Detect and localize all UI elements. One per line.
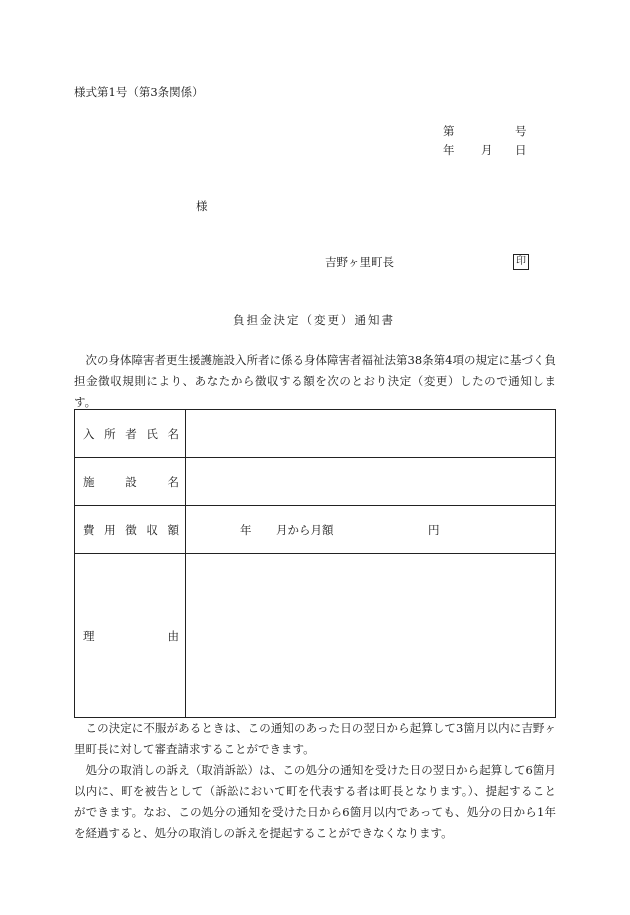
row-value-facility [186, 458, 556, 506]
label-char: 徴 [125, 522, 137, 537]
date-year: 年 [443, 143, 455, 157]
label-char: 由 [167, 628, 179, 643]
row-label-reason [75, 554, 186, 718]
table-row [75, 506, 556, 554]
addressee-suffix: 様 [196, 199, 208, 213]
row-label-facility [75, 458, 186, 506]
appeal-notice: この決定に不服があるときは、この通知のあった日の翌日から起算して3箇月以内に吉野ヶ里町長に対して審査請求することができます。 [74, 721, 556, 756]
row-label-resident [75, 410, 186, 458]
row-label-fee [75, 506, 186, 554]
lawsuit-notice: 処分の取消しの訴え（取消訴訟）は、この処分の通知を受けた日の翌日から起算して6箇月以内に、町を被告として（訴訟において町を代表する者は町長となります。）、提起することができます。なお、この処分の通知を受けた日から6箇月以内であっても、処分の日から1年を経過すると、処分の取消しの訴えを提起することができなくなります。 [74, 763, 556, 840]
document-title: 負担金決定（変更）通知書 [233, 313, 395, 327]
label-char: 用 [104, 522, 116, 537]
date-month: 月 [481, 143, 493, 157]
fee-year: 年 [240, 522, 252, 537]
date-day: 日 [515, 143, 527, 157]
doc-number-suffix: 号 [515, 124, 527, 138]
table-row [75, 410, 556, 458]
doc-number-prefix: 第 [443, 124, 455, 138]
label-char: 入 [83, 426, 95, 441]
row-value-fee [186, 506, 556, 554]
label-char: 収 [146, 522, 158, 537]
table-row [75, 458, 556, 506]
issuer-name: 吉野ヶ里町長 [325, 255, 394, 269]
label-char: 所 [104, 426, 116, 441]
label-char: 額 [167, 522, 179, 537]
fee-month-from: 月から月額 [276, 522, 334, 537]
label-char: 理 [83, 628, 95, 643]
form-id: 様式第1号（第3条関係） [74, 85, 204, 99]
info-table [74, 409, 556, 718]
label-char: 設 [125, 474, 137, 489]
label-char: 名 [167, 426, 179, 441]
intro-paragraph: 次の身体障害者更生援護施設入所者に係る身体障害者福祉法第38条第4項の規定に基づく負担金徴収規則により、あなたから徴収する額を次のとおり決定（変更）したので通知します。 [74, 353, 556, 409]
label-char: 施 [83, 474, 95, 489]
row-value-reason [186, 554, 556, 718]
label-char: 者 [125, 426, 137, 441]
seal-mark: 印 [513, 253, 529, 270]
row-value-resident [186, 410, 556, 458]
label-char: 氏 [146, 426, 158, 441]
fee-yen: 円 [428, 522, 440, 537]
table-row [75, 554, 556, 718]
label-char: 費 [83, 522, 95, 537]
label-char: 名 [167, 474, 179, 489]
